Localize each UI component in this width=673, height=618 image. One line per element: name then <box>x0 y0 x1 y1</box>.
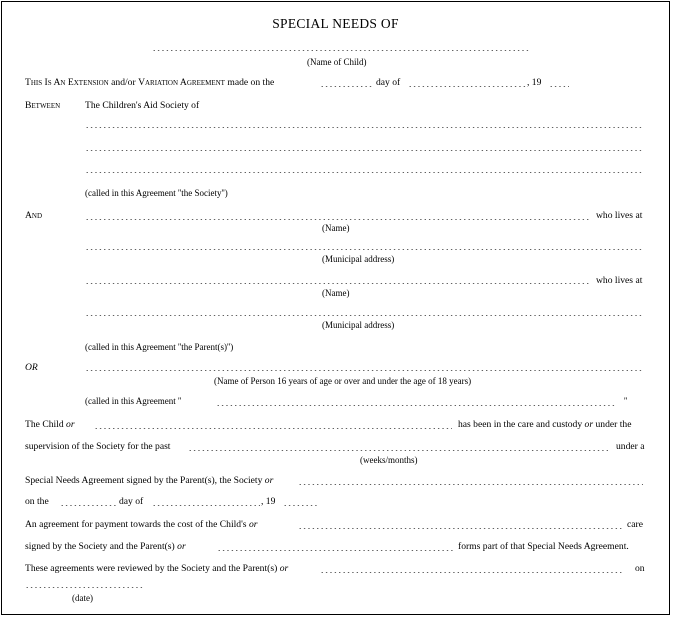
made-on-year-line[interactable] <box>549 86 569 87</box>
called-parents-caption: (called in this Agreement ''the Parent(s)'') <box>85 342 234 352</box>
called-blank-open: (called in this Agreement '' <box>85 396 182 406</box>
on-the-label: on the <box>25 496 49 507</box>
between-label: Between <box>25 100 61 111</box>
parent2-name-line[interactable] <box>85 283 591 284</box>
parent1-name-line[interactable] <box>85 219 591 220</box>
signed-year-line[interactable] <box>283 505 317 506</box>
made-on-date-line[interactable] <box>320 86 372 87</box>
extension-line: This Is An Extension and/or Variation Agreement made on the <box>25 77 275 88</box>
child-name-line[interactable] <box>152 50 530 51</box>
who-lives-at-2: who lives at <box>596 275 643 286</box>
parent1-address-line[interactable] <box>85 249 643 250</box>
child-name-field[interactable] <box>94 428 452 429</box>
between-text: The Children's Aid Society of <box>85 100 200 111</box>
signed-day-of-label: day of <box>119 496 144 507</box>
made-on-month-line[interactable] <box>408 86 526 87</box>
year-19-label: , 19 <box>527 77 542 88</box>
forms-part-text: forms part of that Special Needs Agreement. <box>458 541 629 552</box>
signed-month-line[interactable] <box>152 505 260 506</box>
child-name-caption: (Name of Child) <box>307 57 367 67</box>
payment-text: An agreement for payment towards the cost of the Child's or <box>25 519 258 530</box>
society-line-2[interactable] <box>85 150 643 151</box>
reviewed-text: These agreements were reviewed by the Society and the Parent(s) or <box>25 563 289 574</box>
signed-19-label: , 19 <box>261 496 276 507</box>
signed-by-text: signed by the Society and the Parent(s) or <box>25 541 186 552</box>
and-label: And <box>25 210 43 221</box>
form-title: SPECIAL NEEDS OF <box>272 16 399 31</box>
parent1-address-caption: (Municipal address) <box>322 254 395 264</box>
called-blank-close: '' <box>624 396 628 406</box>
date-caption: (date) <box>72 593 93 603</box>
person16-caption: (Name of Person 16 years of age or over and under the age of 18 years) <box>214 376 472 386</box>
who-lives-at-1: who lives at <box>596 210 643 221</box>
parent2-address-caption: (Municipal address) <box>322 320 395 330</box>
payment-signatory-line[interactable] <box>217 550 453 551</box>
reviewed-by-line[interactable] <box>320 572 624 573</box>
day-of-label: day of <box>376 77 401 88</box>
special-needs-text: Special Needs Agreement signed by the Parent(s), the Society or <box>25 475 274 486</box>
called-blank-line[interactable] <box>216 405 616 406</box>
review-date-line[interactable] <box>25 587 143 588</box>
form-page <box>1 1 670 615</box>
parent2-address-line[interactable] <box>85 315 643 316</box>
or-label: OR <box>25 362 38 373</box>
called-society-caption: (called in this Agreement ''the Society'') <box>85 188 228 198</box>
parent2-name-caption: (Name) <box>322 288 350 298</box>
weeks-months-caption: (weeks/months) <box>360 455 418 465</box>
supervision-text: supervision of the Society for the past <box>25 441 171 452</box>
care-custody-text: has been in the care and custody or under the <box>458 419 632 430</box>
care-type-line[interactable] <box>298 528 622 529</box>
parent1-name-caption: (Name) <box>322 223 350 233</box>
signed-date-line[interactable] <box>60 505 116 506</box>
on-label: on <box>635 563 645 574</box>
society-line-3[interactable] <box>85 172 643 173</box>
weeks-months-line[interactable] <box>188 450 608 451</box>
under-a-text: under a <box>616 441 645 452</box>
special-needs-signatory-line[interactable] <box>298 484 643 485</box>
care-label: care <box>627 519 643 530</box>
society-line-1[interactable] <box>85 127 643 128</box>
person16-name-line[interactable] <box>85 370 643 371</box>
child-prefix: The Child or <box>25 419 75 430</box>
